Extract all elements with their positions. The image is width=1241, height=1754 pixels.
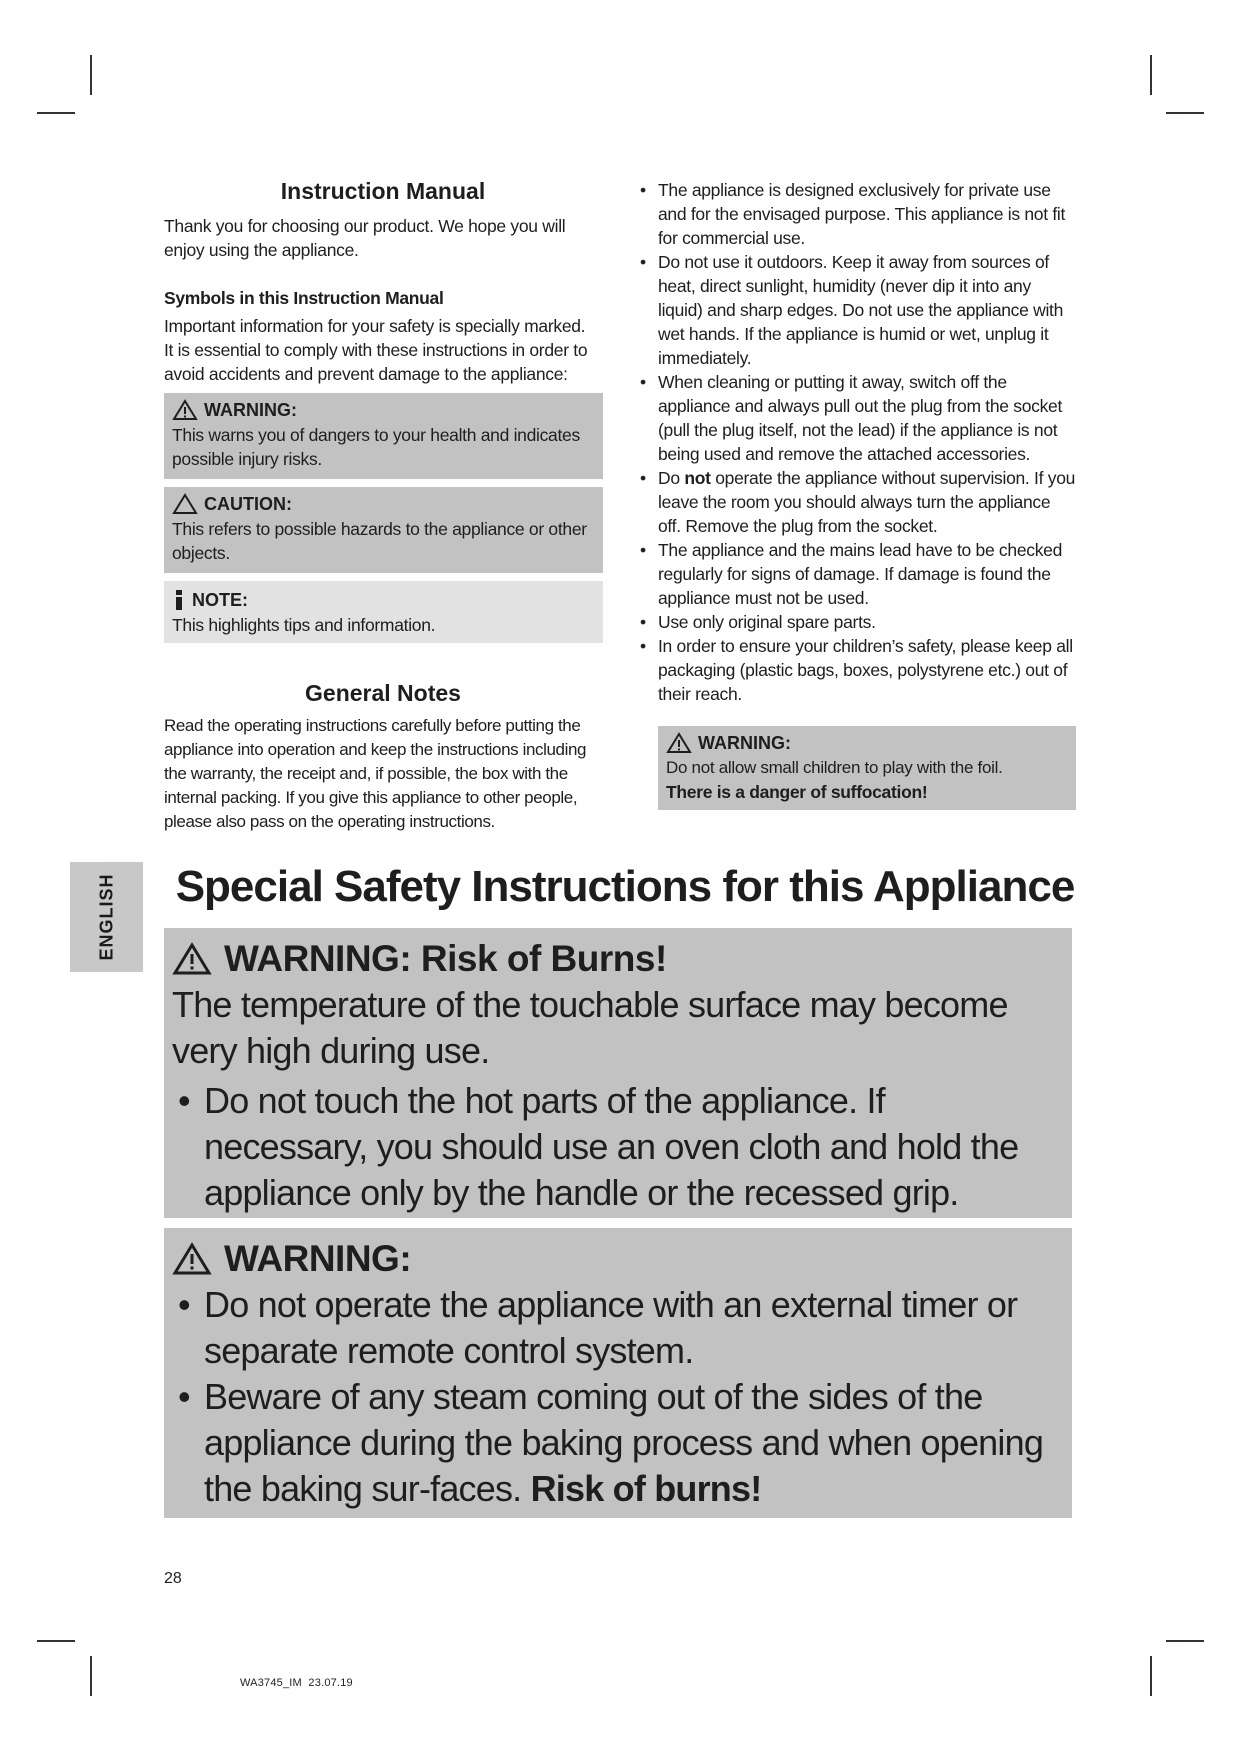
crop-mark	[1150, 1656, 1152, 1696]
language-tab-label: ENGLISH	[96, 873, 116, 961]
children-warning-box	[658, 726, 1076, 810]
right-bullets	[636, 178, 1076, 706]
list-item: • The appliance and the mains lead have to be checked regularly for signs of damage. If damage is found the appliance must not be used.	[636, 538, 1076, 610]
bullet4-post: operate the appliance without supervision. If you leave the room you should always turn the appliance off. Remove the plug from the socket.	[658, 468, 1076, 536]
warning-text: This warns you of dangers to your health and indicates possible injury risks.	[172, 425, 580, 469]
burns-warning-text: The temperature of the touchable surface may become very high during use.	[172, 984, 1008, 1071]
symbols-text-1: Important information for your safety is specially marked.	[164, 316, 586, 336]
warning-triangle-icon	[172, 942, 212, 976]
warning-bold-text: There is a danger of suffocation!	[666, 782, 928, 802]
crop-mark	[1166, 112, 1204, 114]
note-box	[164, 581, 603, 643]
list-item: • The appliance is designed exclusively for private use and for the envisaged purpose. This appliance is not fit for commercial use.	[636, 178, 1076, 250]
crop-mark	[37, 112, 75, 114]
warning-triangle-icon	[172, 1242, 212, 1276]
symbols-text-2: It is essential to comply with these instructions in order to avoid accidents and prevent damage to the appliance:	[164, 340, 588, 384]
info-icon	[172, 589, 186, 611]
list-item	[636, 466, 1076, 538]
crop-mark	[1166, 1640, 1204, 1642]
warning-text: Do not allow small children to play with the foil.	[666, 758, 1003, 777]
bullet4-pre: Do	[658, 468, 685, 488]
list-item: • When cleaning or putting it away, switch off the appliance and always pull out the plug from the socket (pull the plug itself, not the lead) if the appliance is not being used and remove the attached accessories.	[636, 370, 1076, 466]
general-notes-title: General Notes	[305, 680, 461, 706]
note-text: This highlights tips and information.	[172, 615, 436, 635]
list-item	[172, 1374, 1056, 1512]
warning-triangle-icon	[172, 399, 198, 421]
language-tab	[70, 862, 143, 972]
burns-warning-box	[164, 928, 1072, 1218]
bullet4-bold: not	[684, 468, 711, 488]
list-item: • Use only original spare parts.	[636, 610, 1076, 634]
warning-label: WARNING:	[698, 732, 791, 753]
crop-mark	[37, 1640, 75, 1642]
intro-text: Thank you for choosing our product. We hope you will enjoy using the appliance.	[164, 216, 566, 260]
warning-triangle-icon	[172, 493, 198, 515]
timer-warning-label: WARNING:	[224, 1238, 412, 1279]
general-notes-text: Read the operating instructions carefully before putting the appliance into operation and keep the instructions including the warranty, the receipt and, if possible, the box with the internal packing. If you give this appliance to other people, please also pass on the operating instructions.	[164, 716, 587, 831]
caution-text: This refers to possible hazards to the appliance or other objects.	[172, 519, 587, 563]
page-number: 28	[164, 1570, 182, 1587]
crop-mark	[90, 55, 92, 95]
special-safety-title: Special Safety Instructions for this Appliance	[175, 862, 1075, 911]
instruction-manual-title: Instruction Manual	[280, 178, 486, 204]
warning-label: WARNING:	[204, 399, 297, 420]
document-code: WA3745_IM 23.07.19	[240, 1677, 353, 1689]
list-item: • In order to ensure your children’s safety, please keep all packaging (plastic bags, boxes, polystyrene etc.) out of their reach.	[636, 634, 1076, 706]
crop-mark	[90, 1656, 92, 1696]
warning-box	[164, 393, 603, 479]
warning-triangle-icon	[666, 732, 692, 754]
note-label: NOTE:	[192, 589, 248, 610]
crop-mark	[1150, 55, 1152, 95]
timer-warning-box	[164, 1228, 1072, 1518]
symbols-heading: Symbols in this Instruction Manual	[164, 288, 444, 308]
steam-warning-text: Beware of any steam coming out of the sides of the appliance during the baking process and when opening the baking sur-faces.	[204, 1376, 1044, 1509]
list-item: • Do not touch the hot parts of the appliance. If necessary, you should use an oven cloth and hold the appliance only by the handle or the recessed grip.	[172, 1078, 1056, 1216]
steam-warning-bold: Risk of burns!	[530, 1468, 762, 1509]
caution-label: CAUTION:	[204, 493, 292, 514]
caution-box	[164, 487, 603, 573]
list-item: • Do not operate the appliance with an external timer or separate remote control system.	[172, 1282, 1056, 1374]
list-item: • Do not use it outdoors. Keep it away from sources of heat, direct sunlight, humidity (never dip it into any liquid) and sharp edges. Do not use the appliance with wet hands. If the appliance is humid or wet, unplug it immediately.	[636, 250, 1076, 370]
burns-warning-label: WARNING: Risk of Burns!	[224, 938, 667, 979]
